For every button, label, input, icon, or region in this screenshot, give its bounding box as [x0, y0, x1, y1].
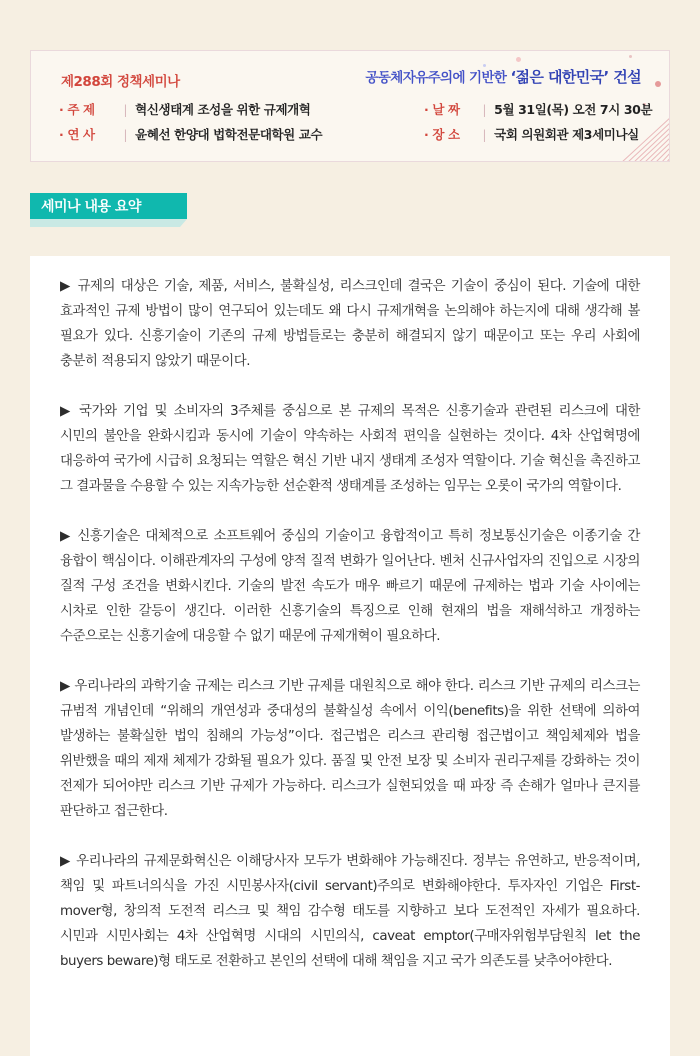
bullet-dot-icon: · [424, 127, 429, 142]
decor-stripes [591, 113, 670, 162]
date-label: 날 짜 [432, 102, 460, 117]
decor-dot [629, 55, 632, 58]
seminar-theme [365, 66, 641, 87]
divider: | [482, 127, 487, 142]
decor-dot [655, 81, 661, 87]
bullet-dot-icon: · [59, 102, 64, 117]
speaker-value: 윤혜선 한양대 법학전문대학원 교수 [135, 127, 323, 142]
venue-label: 장 소 [432, 127, 460, 142]
summary-content [30, 256, 670, 1056]
divider: | [123, 102, 128, 117]
topic-label: 주 제 [67, 102, 95, 117]
decor-dot [516, 57, 521, 62]
topic-value: 혁신생태계 조성을 위한 규제개혁 [135, 102, 311, 117]
date-value: 5월 31일(목) 오전 7시 30분 [494, 102, 653, 117]
summary-paragraph: ▶ 신흥기술은 대체적으로 소프트웨어 중심의 기술이고 융합적이고 특히 정보통신기술은 이종기술 간 융합이 핵심이다. 이해관계자의 구성에 양적 질적 변화가 일어난다. 벤처 신규사업자의 진입으로 시장의 질적 구성 조건을 변화시킨다. 기술의 발전 속도가 매우 빠르기 때문에 규제하는 법과 기술 사이에는 시차로 인한 갈등이 생긴다. 이러한 신흥기술의 특징으로 인해 현재의 법을 재해석하고 개정하는 수준으로는 신흥기술에 대응할 수 없기 때문에 규제개혁이 필요하다. [60, 529, 640, 644]
summary-paragraph: ▶ 국가와 기업 및 소비자의 3주체를 중심으로 본 규제의 목적은 신흥기술과 관련된 리스크에 대한 시민의 불안을 완화시킴과 동시에 기술이 약속하는 사회적 편익을 실현하는 것이다. 4차 산업혁명에 대응하여 국가에 시급히 요청되는 역할은 혁신 기반 내지 생태계 조성자 역할이다. 기술 혁신을 촉진하고 그 결과물을 수용할 수 있는 지속가능한 선순환적 생태계를 조성하는 임무는 오롯이 국가의 역할이다. [60, 404, 640, 494]
seminar-number: 제288회 정책세미나 [61, 74, 180, 90]
theme-prefix: 공동체자유주의에 기반한 [365, 70, 507, 86]
venue-value: 국회 의원회관 제3세미나실 [494, 127, 639, 142]
speaker-row [59, 125, 322, 143]
bullet-dot-icon: · [59, 127, 64, 142]
summary-paragraph: ▶ 우리나라의 과학기술 규제는 리스크 기반 규제를 대원칙으로 해야 한다. 리스크 기반 규제의 리스크는 규범적 개념인데 “위해의 개연성과 중대성의 불확실성 속에서 이익(benefits)을 위한 선택에 의하여 발생하는 불확실한 법익 침해의 가능성”이다. 접근법은 리스크 관리형 접근법이고 책임체제와 법을 위반했을 때의 제재 체제가 강화될 필요가 있다. 품질 및 안전 보장 및 소비자 권리구제를 강화하는 것이 전제가 되어야만 리스크 기반 규제가 가능하다. 리스크가 실현되었을 때 파장 즉 손해가 얼마나 큰지를 판단하고 접근한다. [60, 679, 640, 819]
topic-row [59, 100, 310, 118]
seminar-info-box [30, 50, 670, 162]
speaker-label: 연 사 [67, 127, 95, 142]
divider: | [123, 127, 128, 142]
theme-main: ‘젊은 대한민국’ 건설 [510, 68, 641, 86]
summary-paragraph: ▶ 규제의 대상은 기술, 제품, 서비스, 불확실성, 리스크인데 결국은 기술이 중심이 된다. 기술에 대한 효과적인 규제 방법이 많이 연구되어 있는데도 왜 다시 규제개혁을 논의해야 하는지에 대해 생각해 볼 필요가 있다. 신흥기술이 기존의 규제 방법들로는 충분히 해결되지 않기 때문이고 또는 우리 사회에 충분히 적용되지 않았기 때문이다. [60, 279, 640, 369]
bullet-dot-icon: · [424, 102, 429, 117]
section-title: 세미나 내용 요약 [30, 193, 187, 219]
divider: | [482, 102, 487, 117]
summary-paragraph: ▶ 우리나라의 규제문화혁신은 이해당사자 모두가 변화해야 가능해진다. 정부는 유연하고, 반응적이며, 책임 및 파트너의식을 가진 시민봉사자(civil servant)주의로 변화해야한다. 투자자인 기업은 First-mover형, 창의적 도전적 리스크 및 책임 감수형 태도를 지향하고 보다 도전적인 자세가 필요하다. 시민과 시민사회는 4차 산업혁명 시대의 시민의식, caveat emptor(구매자위험부담원칙 let the buyers beware)형 태도로 전환하고 본인의 선택에 대해 책임을 지고 국가 의존도를 낮추어야한다. [60, 854, 640, 969]
section-title-underline [30, 219, 190, 229]
